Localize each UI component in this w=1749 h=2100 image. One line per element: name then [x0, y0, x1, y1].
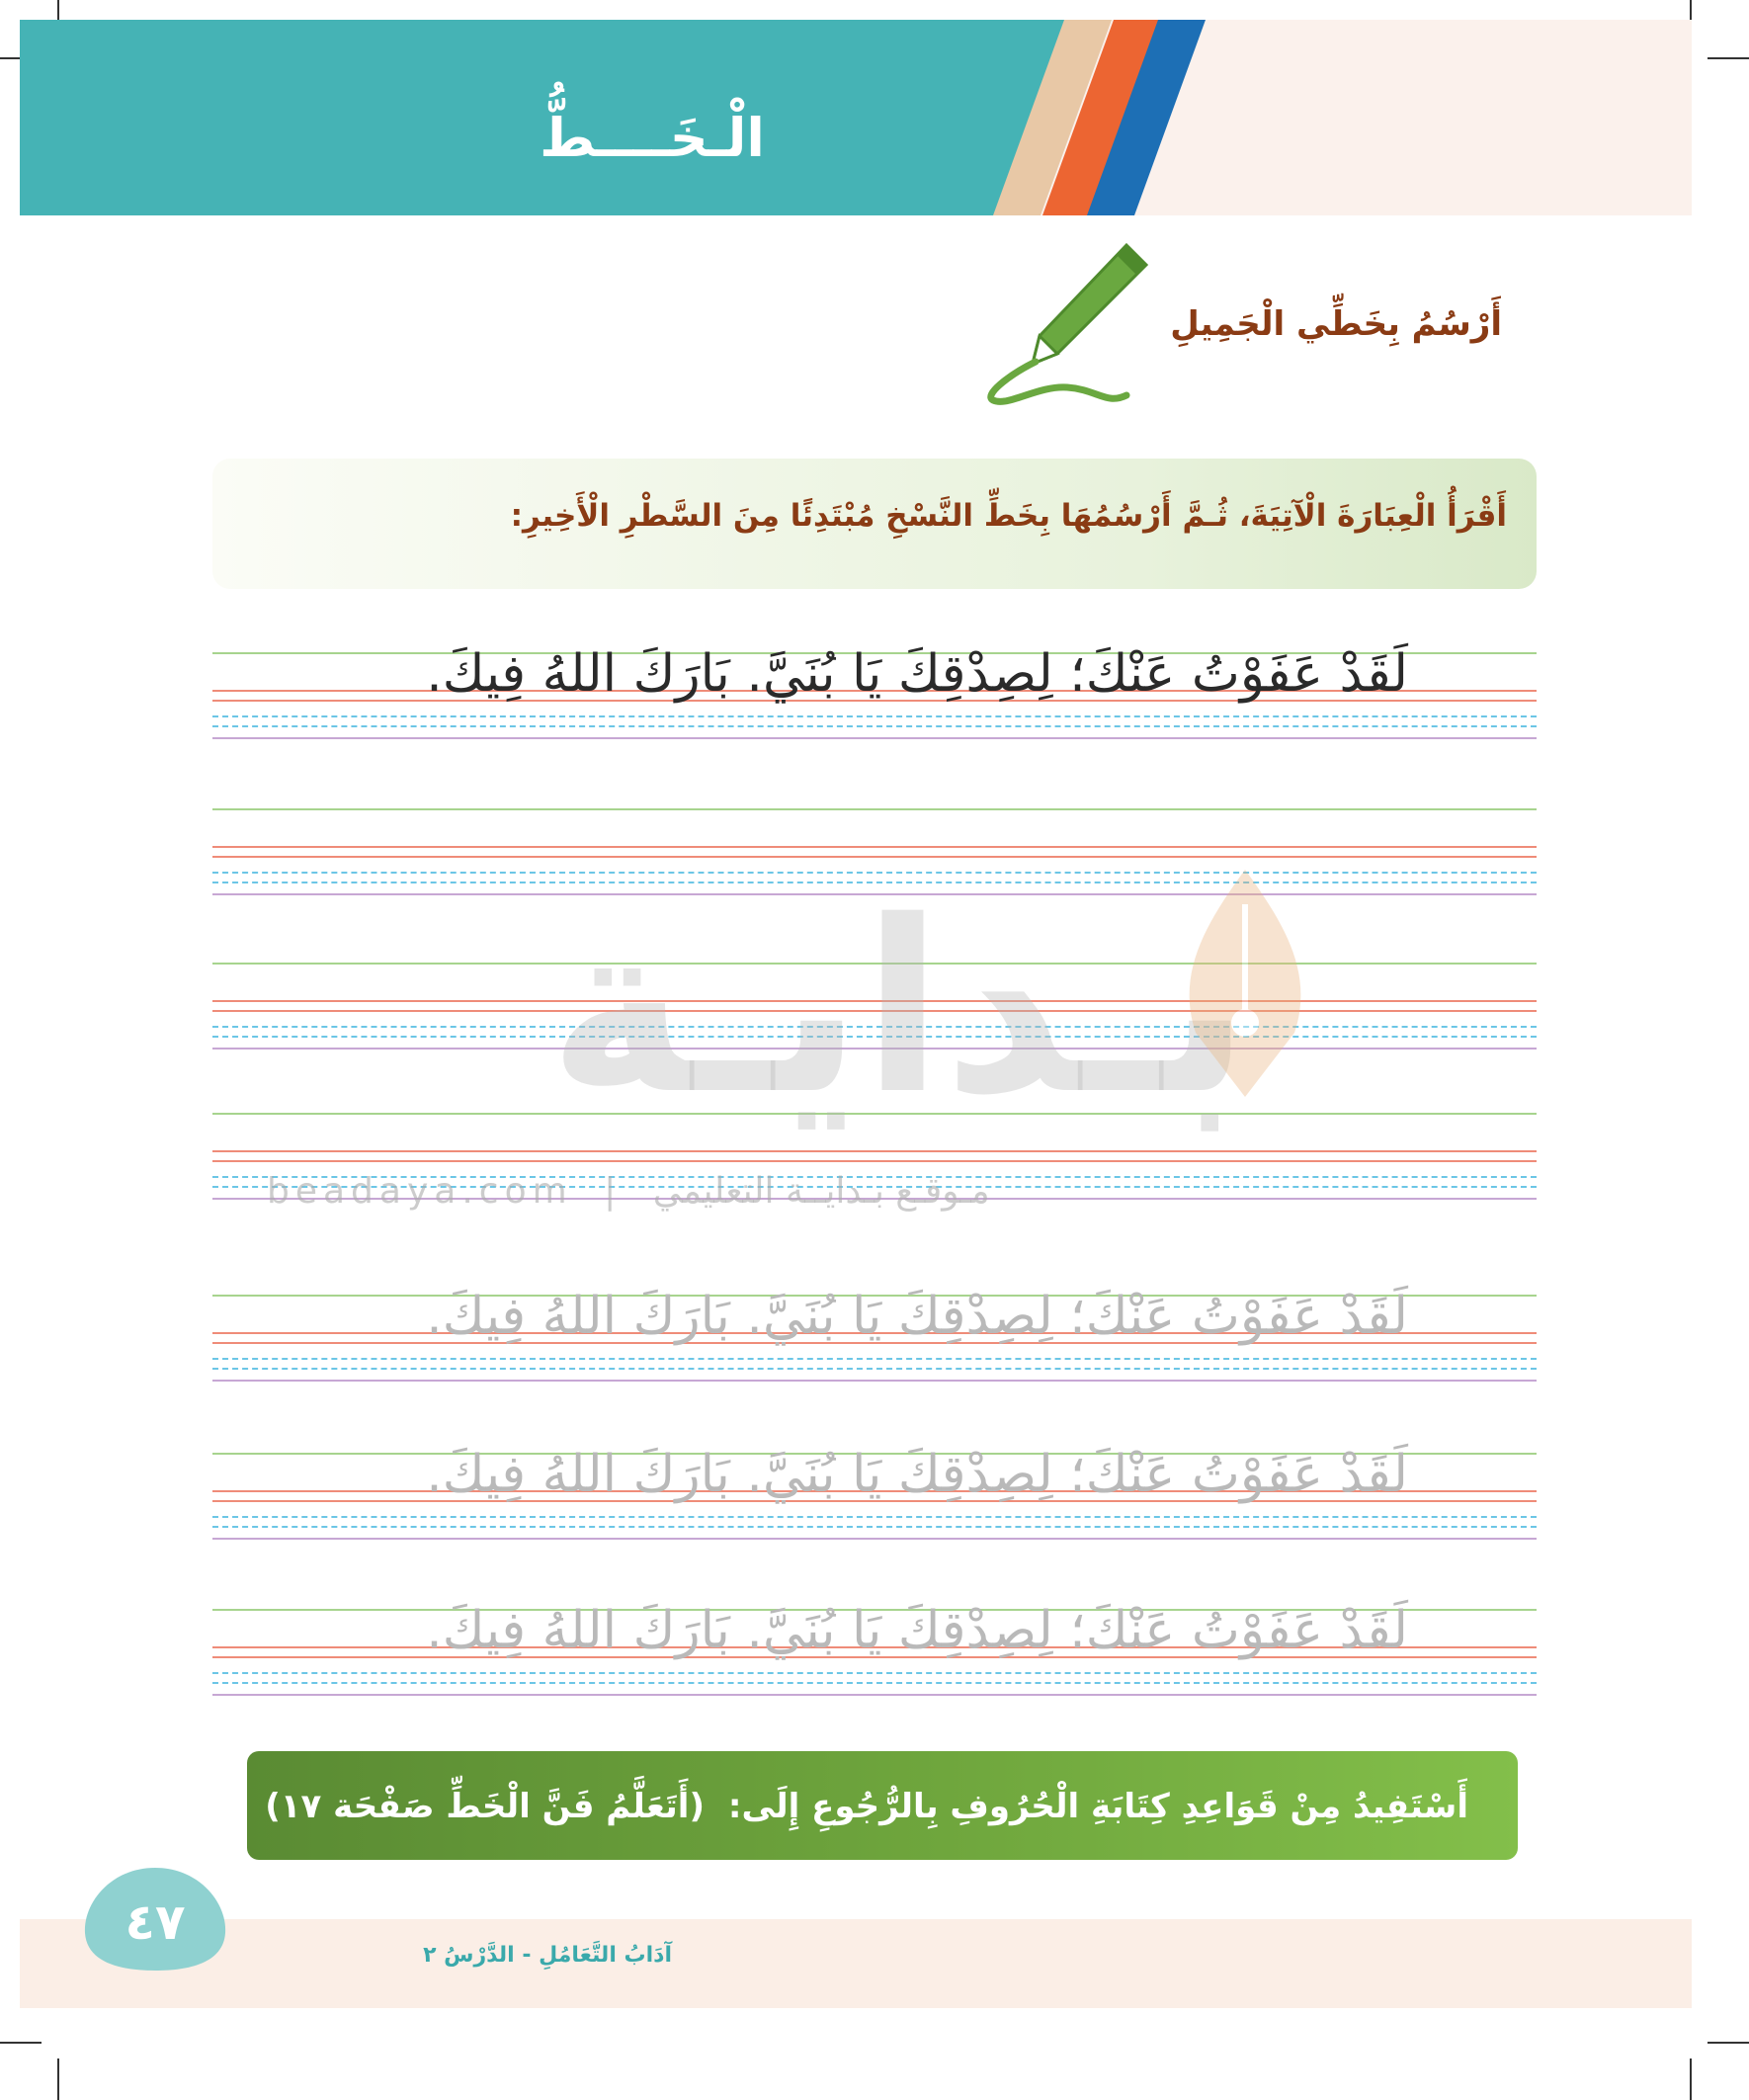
tip-reference: (أَتَعَلَّمُ فَنَّ الْخَطِّ صَفْحَة ١٧): [265, 1787, 705, 1826]
crop-mark: [0, 2042, 42, 2044]
model-sentence: لَقَدْ عَفَوْتُ عَنْكَ؛ لِصِدْقِكَ يَا بُنَيَّ. بَارَكَ اللهُ فِيكَ.: [426, 644, 1408, 704]
trace-sentence: لَقَدْ عَفَوْتُ عَنْكَ؛ لِصِدْقِكَ يَا بُنَيَّ. بَارَكَ اللهُ فِيكَ.: [426, 1287, 1408, 1346]
activity-label: أَرْسُمُ بِخَطِّي الْجَمِيلِ: [1170, 304, 1502, 344]
trace-sentence: لَقَدْ عَفَوْتُ عَنْكَ؛ لِصِدْقِكَ يَا بُنَيَّ. بَارَكَ اللهُ فِيكَ.: [426, 1445, 1408, 1504]
crop-mark: [1707, 57, 1749, 59]
tip-main: أَسْتَفِيدُ مِنْ قَوَاعِدِ كِتَابَةِ الْحُرُوفِ بِالرُّجُوعِ إِلَى:: [727, 1787, 1468, 1826]
instruction-text: أَقْرَأُ الْعِبَارَةَ الْآتِيَةَ، ثُـمَّ أَرْسُمُهَا بِخَطِّ النَّسْخِ مُبْتَدِئًا مِنَ السَّطْرِ الْأَخِيرِ:: [510, 498, 1507, 534]
watermark-caption: [267, 1171, 1117, 1212]
watermark-separator: |: [604, 1171, 623, 1212]
crop-mark: [1707, 2042, 1749, 2044]
tip-bar: [247, 1751, 1518, 1860]
crop-mark: [57, 2058, 59, 2100]
footer-band: [20, 1919, 1692, 2008]
page-title: الْـخَــــطُّ: [540, 107, 765, 169]
watermark-logo-text: بـدايـة: [547, 870, 1251, 1146]
crop-mark: [1690, 2058, 1692, 2100]
watermark-pen-nib-icon: [1146, 865, 1344, 1102]
watermark-site-name: مـوقـع بـدايــة التعليمي: [652, 1171, 990, 1212]
trace-sentence: لَقَدْ عَفَوْتُ عَنْكَ؛ لِصِدْقِكَ يَا بُنَيَّ. بَارَكَ اللهُ فِيكَ.: [426, 1601, 1408, 1660]
watermark-domain: beadaya.com: [267, 1171, 573, 1212]
page-number: ٤٧: [125, 1893, 186, 1951]
instruction-box: [212, 459, 1537, 589]
footer-lesson: آدَابُ التَّعَامُلِ - الدَّرْسُ ٢: [423, 1943, 672, 1968]
tip-text: [265, 1787, 1468, 1826]
